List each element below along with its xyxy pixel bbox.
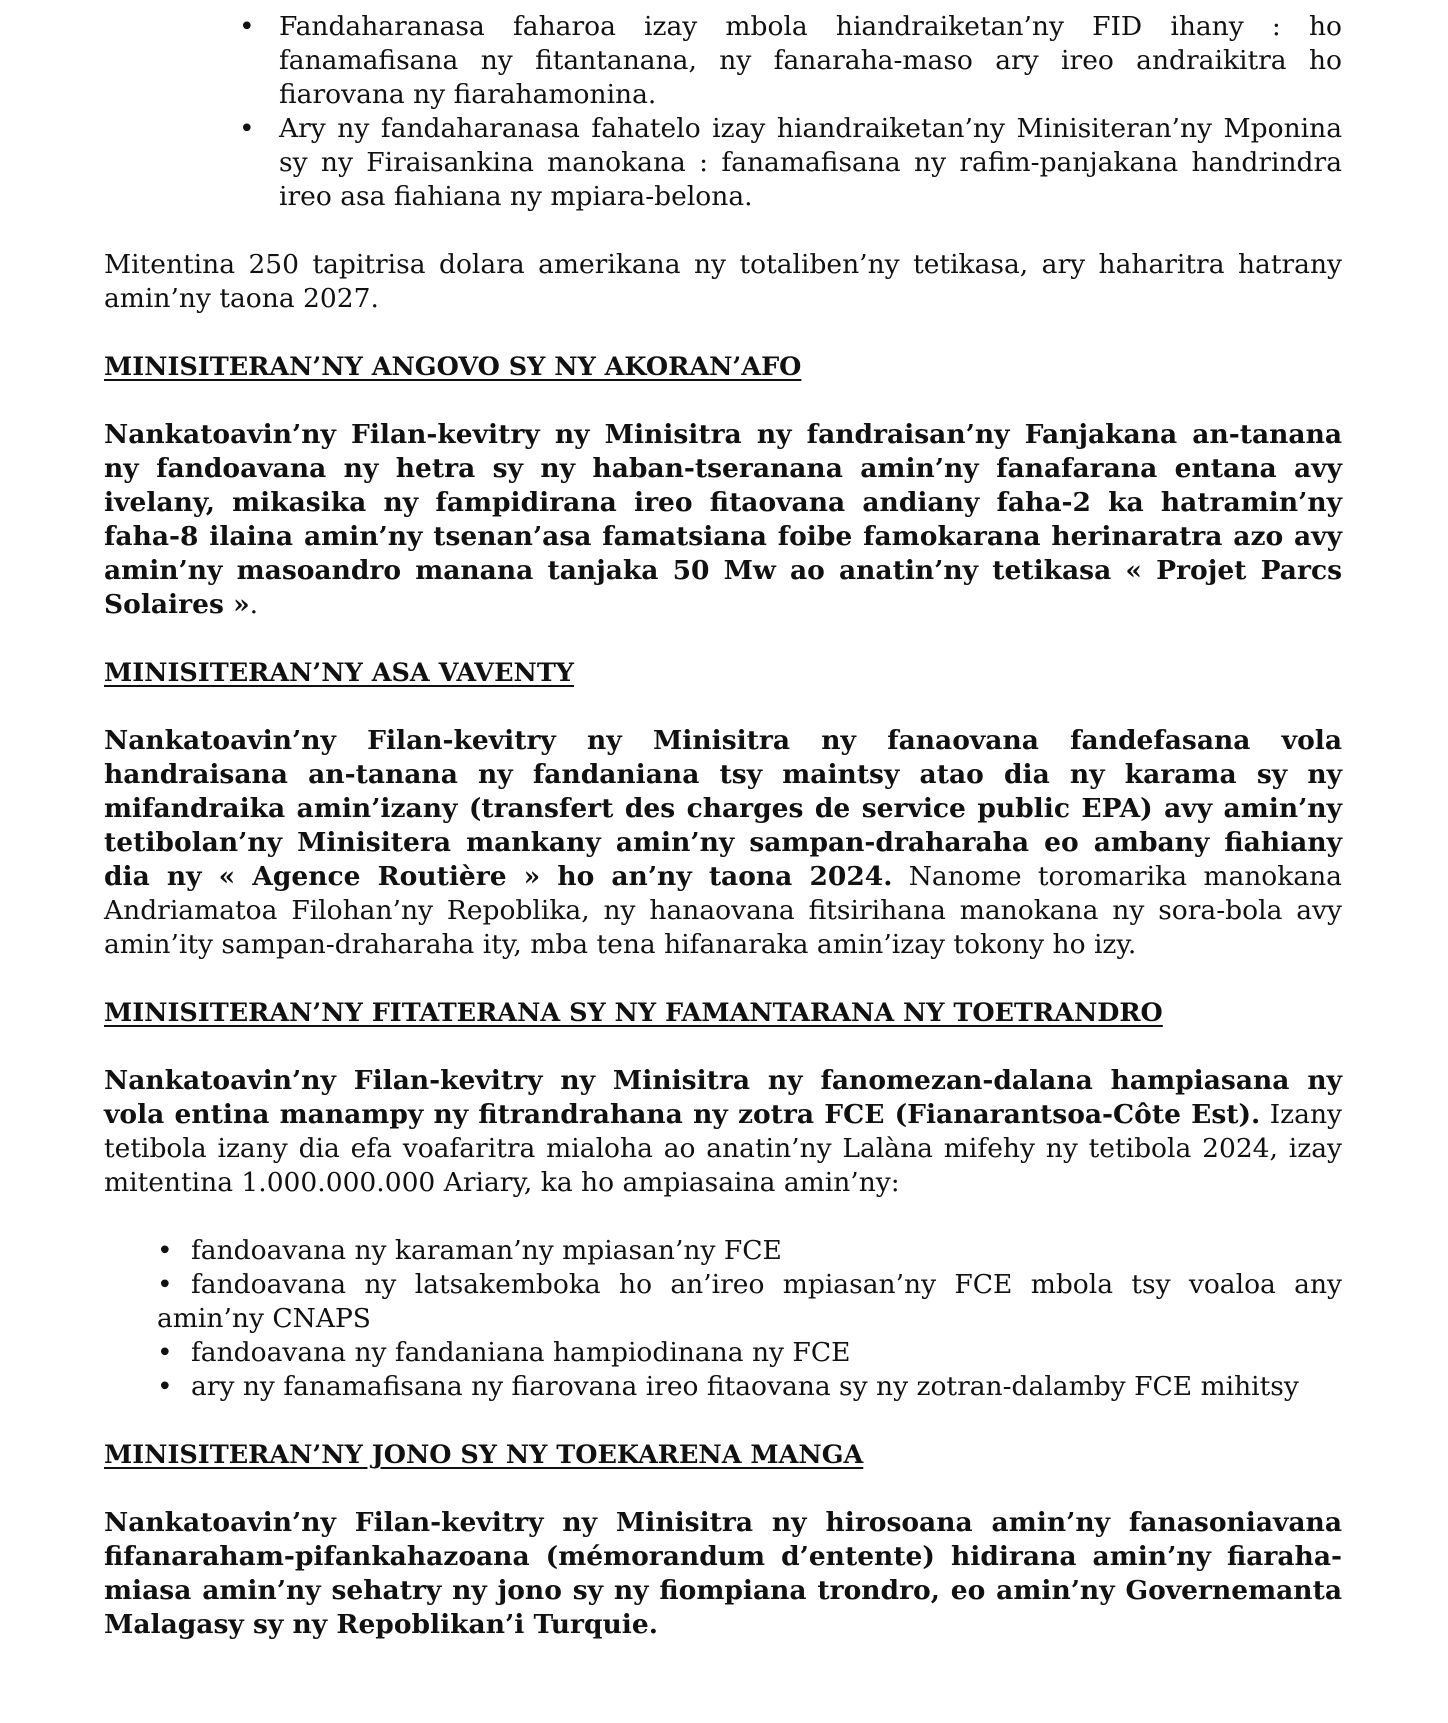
bullet-icon: • (239, 113, 255, 144)
list-item (157, 1336, 1342, 1370)
section-paragraph-fitaterana (104, 1064, 1342, 1200)
list-item-text: ary ny fanamafisana ny fiarovana ireo fitaovana sy ny zotran-dalamby FCE mihitsy (191, 1371, 1299, 1402)
bullet-icon: • (157, 1269, 173, 1300)
decision-text: Nankatoavin’ny Filan-kevitry ny Minisitra ny fanaovana fandefasana vola handraisana an-tanana ny fandaniana tsy maintsy atao dia ny karama sy ny mifandraika amin’izany (transfert des charges de service public EPA) avy amin’ny tetibolan’ny Minisitera mankany amin’ny sampan-draharaha eo ambany fiahiany dia ny « Agence Routière » ho an’ny taona 2024. (104, 725, 1342, 892)
bullet-icon: • (157, 1235, 173, 1266)
decision-text: Nankatoavin’ny Filan-kevitry ny Minisitra ny hirosoana amin’ny fanasoniavana fifanaraham-pifankahazoana (mémorandum d’entente) hidirana amin’ny fiaraha-miasa amin’ny sehatry ny jono sy ny fiompiana trondro, eo amin’ny Governemanta Malagasy sy ny Repoblikan’i Turquie. (104, 1507, 1342, 1640)
intro-paragraph: Mitentina 250 tapitrisa dolara amerikana ny totaliben’ny tetikasa, ary haharitra hatrany amin’ny taona 2027. (104, 249, 1342, 314)
list-item-text: fandoavana ny karaman’ny mpiasan’ny FCE (191, 1235, 782, 1266)
decision-text: Nankatoavin’ny Filan-kevitry ny Minisitra ny fanomezan-dalana hampiasana ny vola entina manampy ny fitrandrahana ny zotra FCE (Fianarantsoa-Côte Est). (104, 1065, 1342, 1130)
bullet-icon: • (239, 11, 255, 42)
bullet-icon: • (157, 1371, 173, 1402)
list-item-text: fandoavana ny latsakemboka ho an’ireo mpiasan’ny FCE mbola tsy voaloa any amin’ny CNAPS (157, 1269, 1342, 1334)
list-item-text: Fandaharanasa faharoa izay mbola hiandraiketan’ny FID ihany : ho fanamafisana ny fitantanana, ny fanaraha-maso ary ireo andraikitra ho fiarovana ny fiarahamonina. (279, 11, 1342, 110)
list-item-text: Ary ny fandaharanasa fahatelo izay hiandraiketan’ny Minisiteran’ny Mponina sy ny Firaisankina manokana : fanamafisana ny rafim-panjakana handrindra ireo asa fiahiana ny mpiara-belona. (279, 113, 1342, 212)
document-body (104, 10, 1342, 1642)
section-heading-angovo: MINISITERAN’NY ANGOVO SY NY AKORAN’AFO (104, 352, 802, 382)
fce-usage-list (104, 1234, 1342, 1404)
section-heading-jono: MINISITERAN’NY JONO SY NY TOEKARENA MANGA (104, 1440, 864, 1470)
paragraph-text: Izany tetibola izany dia efa voafaritra mialoha ao anatin’ny Lalàna mifehy ny tetibola 2024, izay mitentina 1.000.000.000 Ariary, ka ho ampiasaina amin’ny: (104, 1099, 1342, 1198)
decision-text: Nankatoavin’ny Filan-kevitry ny Minisitra ny fandraisan’ny Fanjakana an-tanana ny fandoavana ny hetra sy ny haban-tseranana amin’ny fanafarana entana avy ivelany, mikasika ny fampidirana ireo fitaovana andiany faha-2 ka hatramin’ny faha-8 ilaina amin’ny tsenan’asa famatsiana foibe famokarana herinaratra azo avy amin’ny masoandro manana tanjaka 50 Mw ao anatin’ny tetikasa « Projet Parcs Solaires » (104, 419, 1342, 620)
list-item (239, 112, 1342, 214)
list-item-text: fandoavana ny fandaniana hampiodinana ny FCE (191, 1337, 851, 1368)
paragraph-text: . (249, 589, 259, 620)
paragraph-text: Nanome toromarika manokana Andriamatoa Filohan’ny Repoblika, ny hanaovana fitsirihana manokana ny sora-bola avy amin’ity sampan-draharaha ity, mba tena hifanaraka amin’izay tokony ho izy. (104, 861, 1342, 960)
section-heading-asa-vaventy: MINISITERAN’NY ASA VAVENTY (104, 658, 575, 688)
list-item (157, 1370, 1342, 1404)
list-item (157, 1234, 1342, 1268)
section-paragraph-asa-vaventy (104, 724, 1342, 962)
bullet-icon: • (157, 1337, 173, 1368)
list-item (239, 10, 1342, 112)
list-item (157, 1268, 1342, 1336)
section-paragraph-jono (104, 1506, 1342, 1642)
section-heading-fitaterana: MINISITERAN’NY FITATERANA SY NY FAMANTARANA NY TOETRANDRO (104, 998, 1163, 1028)
program-list (104, 10, 1342, 214)
section-paragraph-angovo (104, 418, 1342, 622)
